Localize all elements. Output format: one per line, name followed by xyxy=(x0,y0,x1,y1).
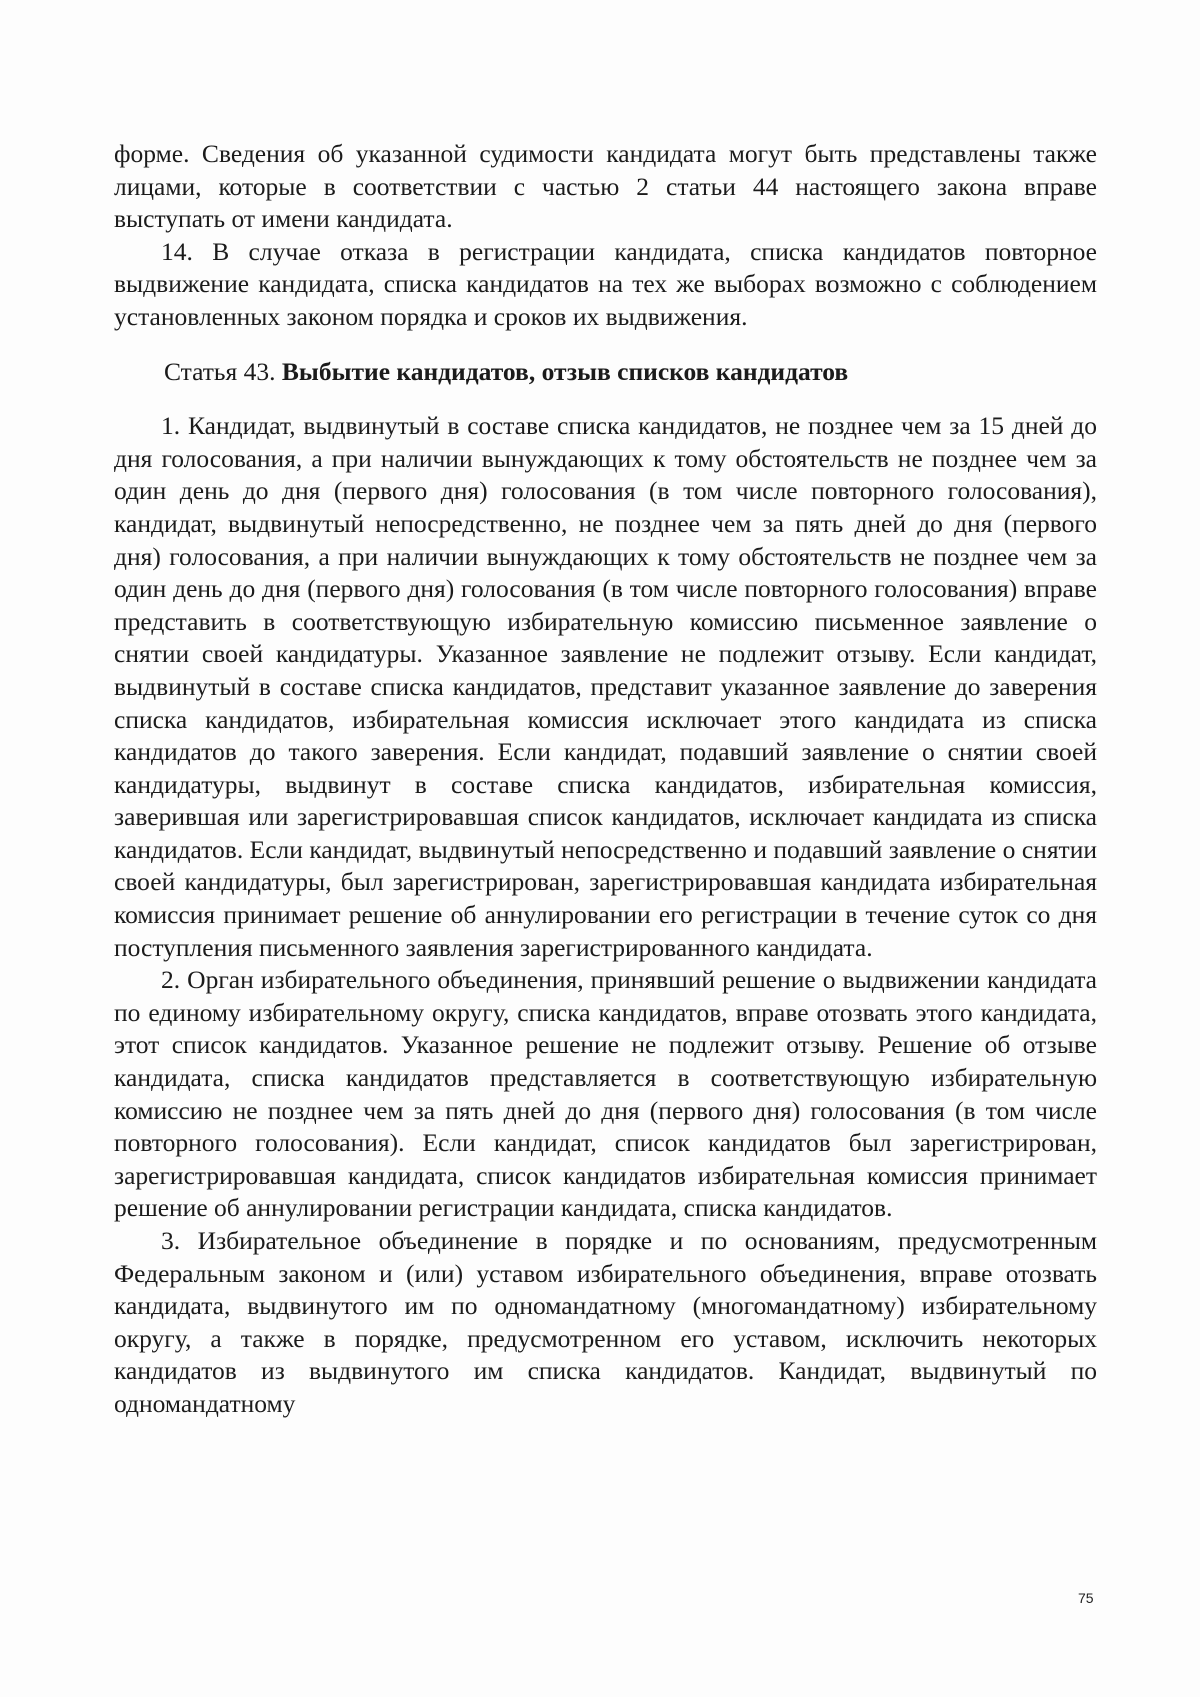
paragraph-43-2: 2. Орган избирательного объединения, принявший решение о выдвижении кандидата по единому избирательному округу, списка кандидатов, вправе отозвать этого кандидата, этот список кандидатов. Указанное решение не подлежит отзыву. Решение об отзыве кандидата, списка кандидатов представляется в соответствующую избирательную комиссию не позднее чем за пять дней до дня (первого дня) голосования (в том числе повторного голосования). Если кандидат, список кандидатов был зарегистрирован, зарегистрировавшая кандидата, список кандидатов избирательная комиссия принимает решение об аннулировании регистрации кандидата, списка кандидатов. xyxy=(114,965,1097,1223)
article-title: Выбытие кандидатов, отзыв списков кандидатов xyxy=(281,356,849,386)
paragraph-14: 14. В случае отказа в регистрации кандидата, списка кандидатов повторное выдвижение кандидата, списка кандидатов на тех же выборах возможно с соблюдением установленных законом порядка и сроков их выдвижения. xyxy=(114,236,1097,331)
article-heading xyxy=(114,356,1097,389)
paragraph-43-1: 1. Кандидат, выдвинутый в составе списка кандидатов, не позднее чем за 15 дней до дня голосования, а при наличии вынуждающих к тому обстоятельств не позднее чем за один день до дня (первого дня) голосования (в том числе повторного голосования), кандидат, выдвинутый непосредственно, не позднее чем за пять дней до дня (первого дня) голосования, а при наличии вынуждающих к тому обстоятельств не позднее чем за один день до дня (первого дня) голосования (в том числе повторного голосования) вправе представить в соответствующую избирательную комиссию письменное заявление о снятии своей кандидатуры. Указанное заявление не подлежит отзыву. Если кандидат, выдвинутый в составе списка кандидатов, представит указанное заявление до заверения списка кандидатов, избирательная комиссия исключает этого кандидата из списка кандидатов до такого заверения. Если кандидат, подавший заявление о снятии своей кандидатуры, выдвинут в составе списка кандидатов, избирательная комиссия, заверившая или зарегистрировавшая список кандидатов, исключает кандидата из списка кандидатов. Если кандидат, выдвинутый непосредственно и подавший заявление о снятии своей кандидатуры, был зарегистрирован, зарегистрировавшая кандидата избирательная комиссия принимает решение об аннулировании его регистрации в течение суток со дня поступления письменного заявления зарегистрированного кандидата. xyxy=(114,411,1097,962)
paragraph-43-3: 3. Избирательное объединение в порядке и по основаниям, предусмотренным Федеральным законом и (или) уставом избирательного объединения, вправе отозвать кандидата, выдвинутого им по одномандатному (многомандатному) избирательному округу, а также в порядке, предусмотренном его уставом, исключить некоторых кандидатов из выдвинутого им списка кандидатов. Кандидат, выдвинутый по одномандатному xyxy=(114,1226,1097,1418)
document-body xyxy=(114,138,1097,1421)
page-number: 75 xyxy=(1078,1590,1094,1606)
article-prefix: Статья 43. xyxy=(164,356,276,386)
paragraph-continuation: форме. Сведения об указанной судимости кандидата могут быть представлены также лицами, которые в соответствии с частью 2 статьи 44 настоящего закона вправе выступать от имени кандидата. xyxy=(114,139,1097,234)
